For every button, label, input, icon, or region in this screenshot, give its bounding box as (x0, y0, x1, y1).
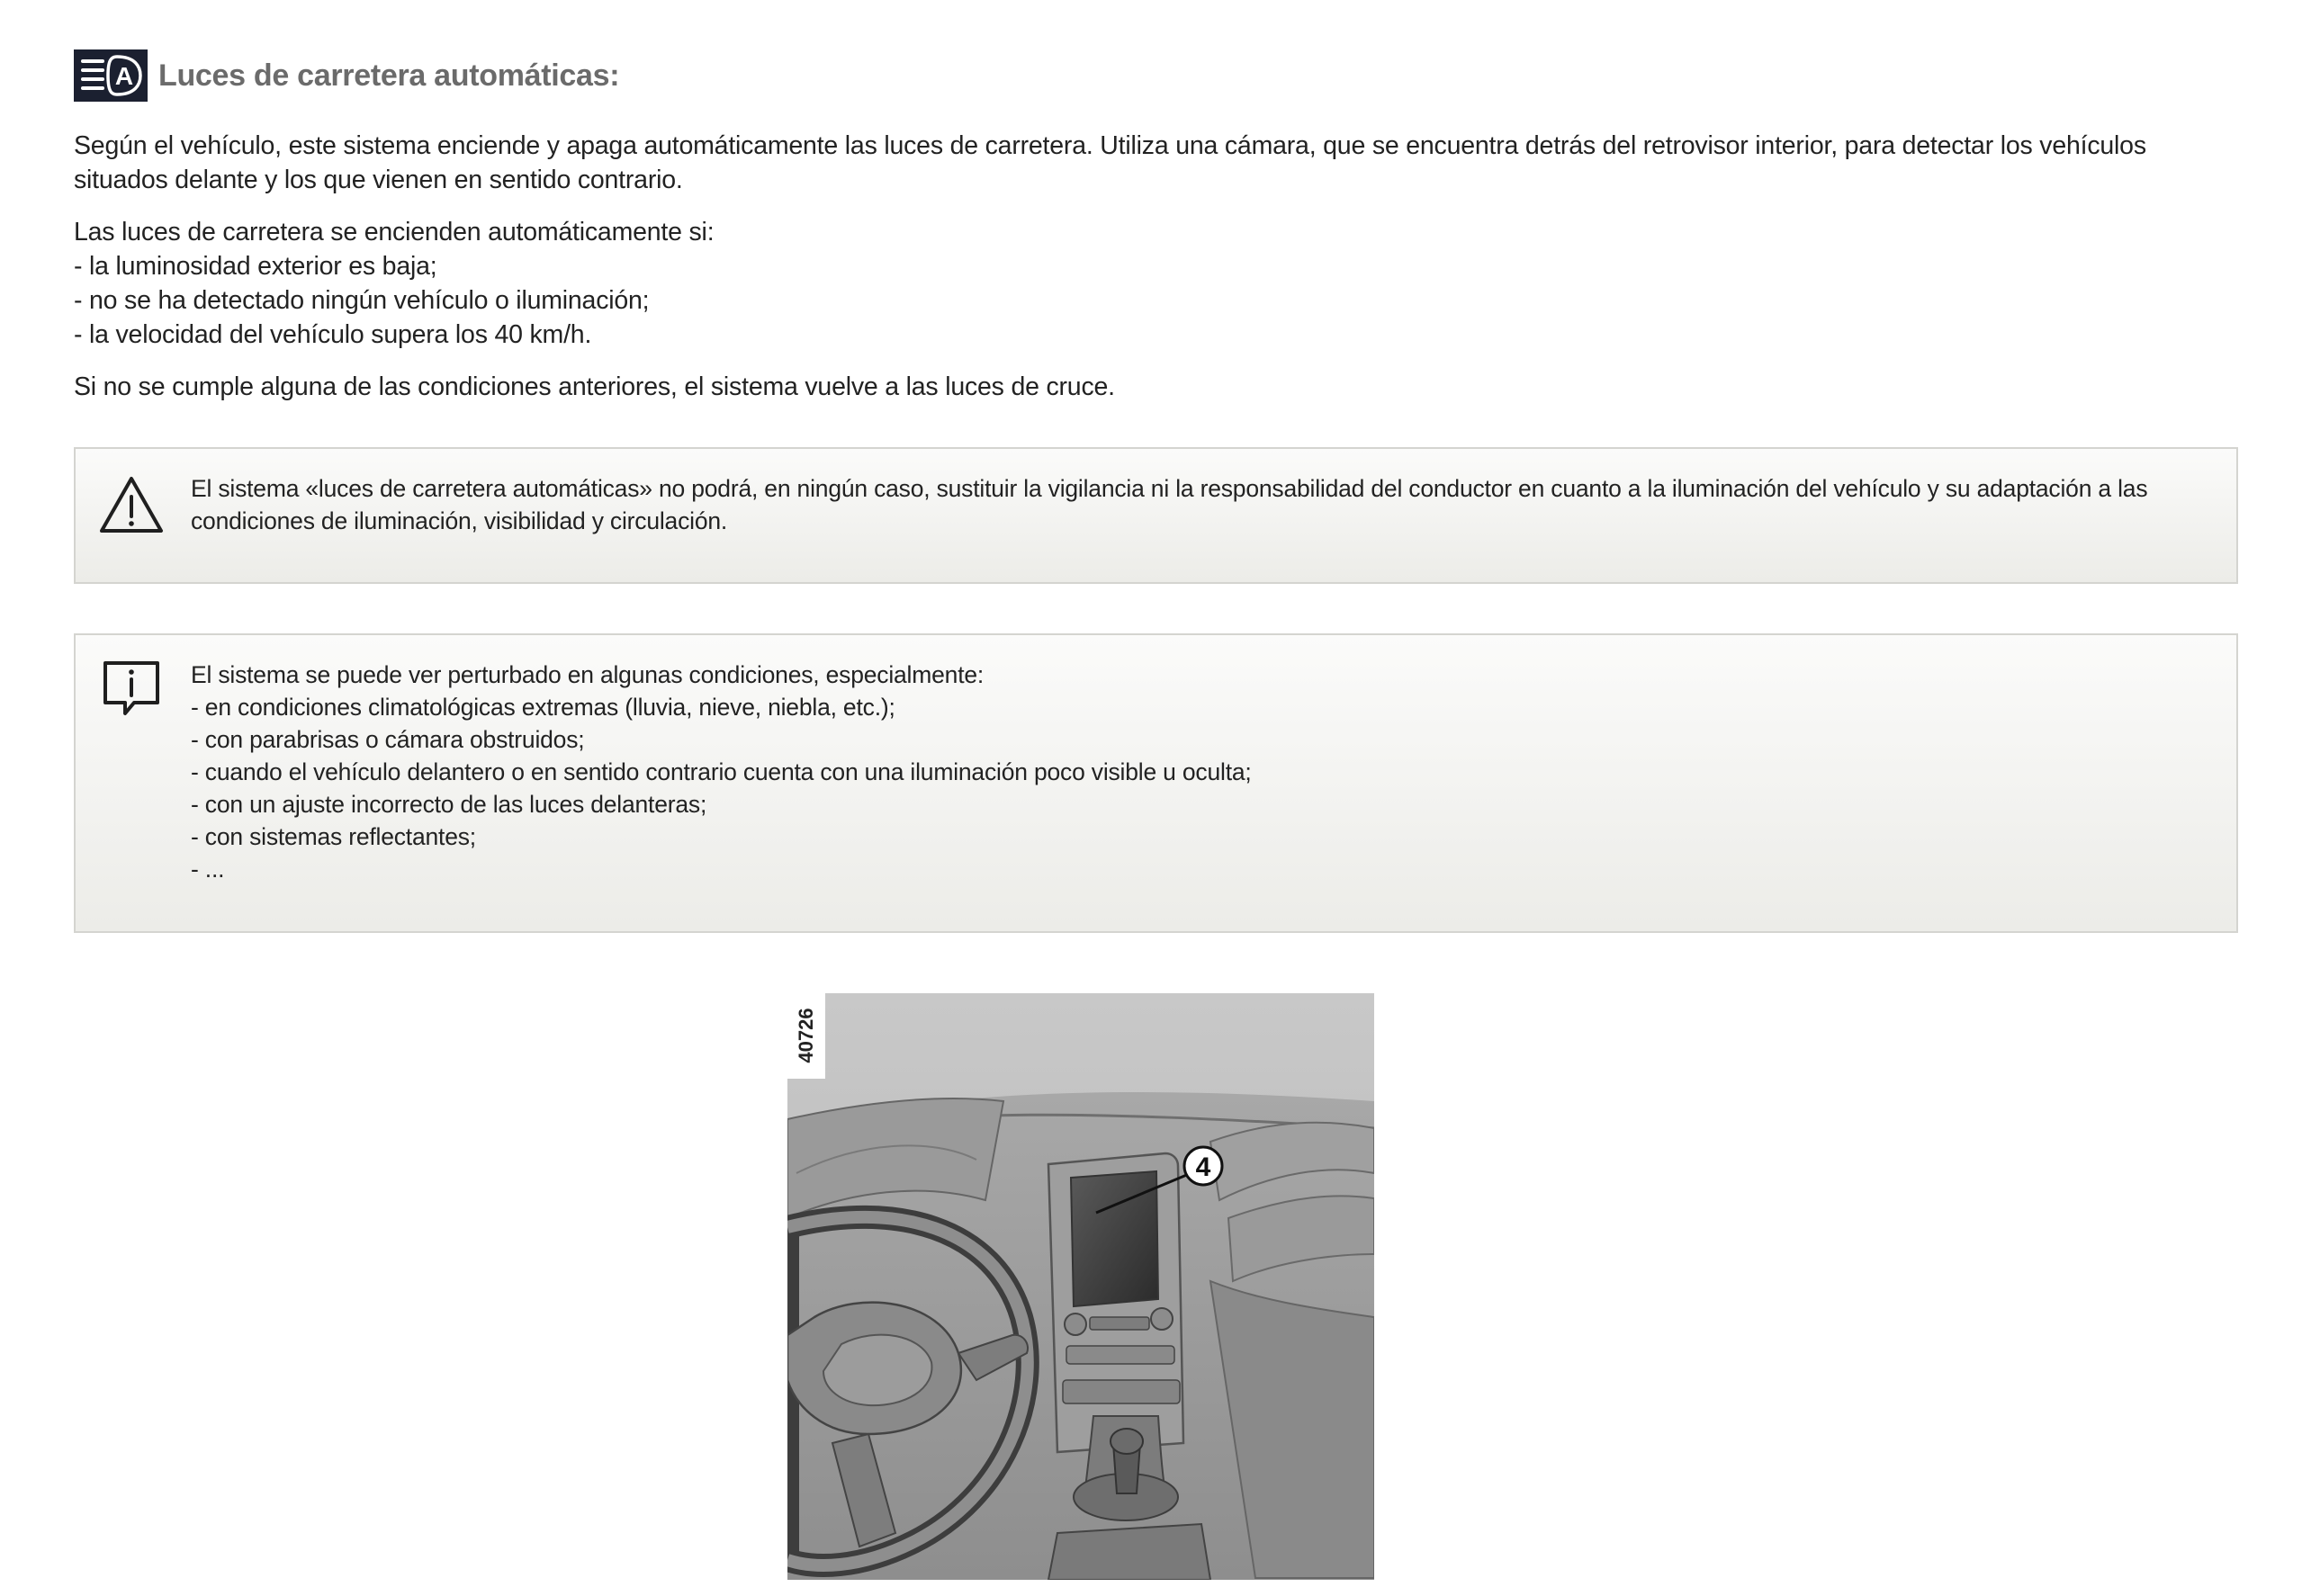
auto-high-beam-icon (74, 49, 148, 102)
note-box (74, 633, 2238, 933)
section-title: Luces de carretera automáticas: (158, 58, 620, 93)
conditions-lead: Las luces de carretera se encienden automáticamente si: (74, 218, 715, 247)
warning-box (74, 447, 2238, 584)
warning-text: El sistema «luces de carretera automáticas» no podrá, en ningún caso, sustituir la vigilancia ni la responsabilidad del conductor en cuanto a la iluminación del vehículo y su adaptación a las condiciones de iluminación, visibilidad y circulación. (191, 475, 2148, 534)
conditions-list (74, 249, 2238, 352)
figure-code-label (787, 993, 825, 1079)
list-item: - en condiciones climatológicas extremas (lluvia, nieve, niebla, etc.); (191, 694, 895, 721)
list-item: - con un ajuste incorrecto de las luces delanteras; (191, 791, 707, 818)
note-text-container (191, 659, 2209, 885)
dashboard-illustration (787, 993, 1374, 1580)
list-item: - cuando el vehículo delantero o en sentido contrario cuenta con una iluminación poco visible u oculta; (191, 758, 1252, 785)
dashboard-drawing (787, 993, 1374, 1580)
svg-text:A: A (114, 62, 134, 90)
section-heading (74, 49, 2238, 102)
figure-callout: 4 (1195, 1152, 1211, 1182)
list-item: - no se ha detectado ningún vehículo o iluminación; (74, 286, 650, 315)
list-item: - la luminosidad exterior es baja; (74, 252, 437, 281)
list-item: - con parabrisas o cámara obstruidos; (191, 726, 585, 753)
page-content (74, 49, 2238, 933)
list-item: - la velocidad del vehículo supera los 40 km/h. (74, 320, 592, 349)
note-list (191, 691, 2209, 885)
list-item: - ... (191, 856, 225, 883)
note-lead: El sistema se puede ver perturbado en algunas condiciones, especialmente: (191, 661, 985, 688)
warning-triangle-icon (98, 471, 165, 538)
info-speech-icon (98, 658, 165, 724)
conditions-block (74, 215, 2238, 352)
intro-paragraph: Según el vehículo, este sistema enciende y apaga automáticamente las luces de carretera. Utiliza una cámara, que se encuentra detrás del retrovisor interior, para detectar los vehículos situados delante y los que vienen en sentido contrario. (74, 131, 2146, 194)
warning-text-container (191, 472, 2209, 537)
figure-code: 40726 (795, 1008, 817, 1063)
list-item: - con sistemas reflectantes; (191, 823, 476, 850)
fallback-paragraph: Si no se cumple alguna de las condiciones anteriores, el sistema vuelve a las luces de cruce. (74, 372, 1115, 401)
